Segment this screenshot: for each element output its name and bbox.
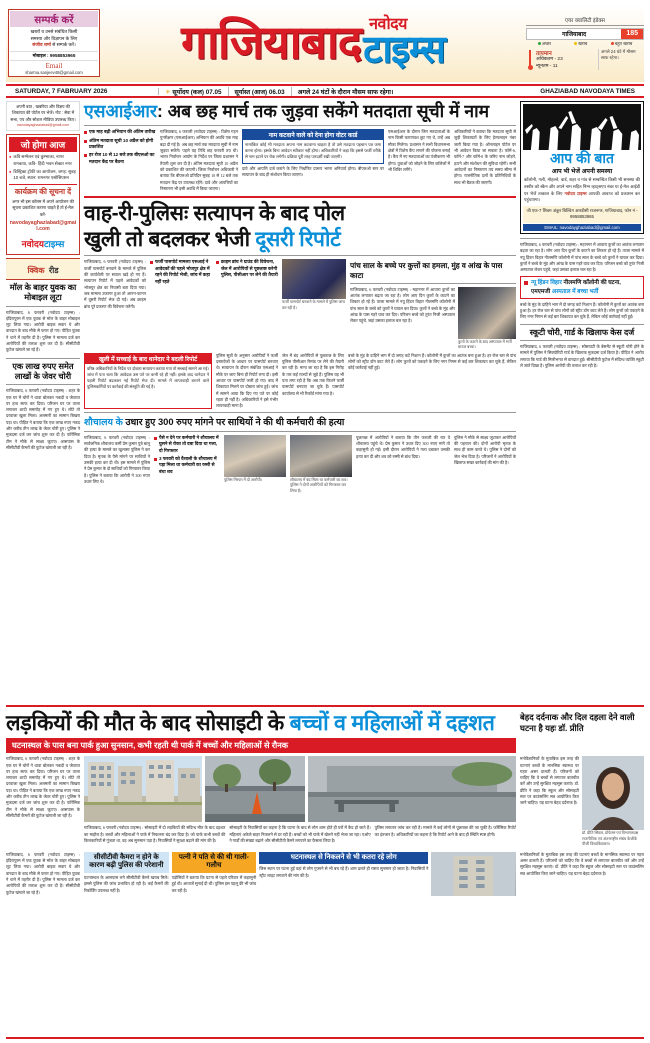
date-bar xyxy=(6,84,644,98)
top-story-headline-b: : अब छह मार्च तक जुड़वा सकेंगे मतदाता सूची में नाम xyxy=(157,101,490,121)
top-story-bullet: अंतिम मतदाता सूची 10 अप्रैल को होगी प्रकाशित xyxy=(84,138,156,151)
sidebar-story-1-headline: मॉल के बाहर युवक का मोबाइल लूटा xyxy=(9,283,77,303)
sidebar-ad-l2: की शिकायत की पोर्टल पर भेजें। xyxy=(11,104,70,116)
aapki-baat-title: आप की बात xyxy=(549,150,615,166)
tower-photo xyxy=(431,852,516,896)
right-column xyxy=(520,101,644,494)
sidebar-brand-a: नवोदय xyxy=(21,239,45,250)
bottom-card xyxy=(84,852,169,894)
contact-mobile xyxy=(10,51,98,61)
bottom-cards xyxy=(84,852,516,896)
aqi-legend-verypoor: बहुत खराब xyxy=(611,41,633,47)
aapki-baat-email: EMAIL: navodayghaziabad@gmail.com xyxy=(523,224,641,231)
sidebar-story-2-headline: एक लाख रुपए समेत लाखों के जेवर चोरी xyxy=(12,361,74,381)
bottom-story-content xyxy=(6,756,644,847)
dog-attack-photo-caption: कुत्तों के काटने के बाद अस्पताल में भर्ती घायल बच्चा। xyxy=(458,339,512,350)
mega-body-col2: पुलिस सूत्रों के अनुसार आरोपियों ने फर्जी दस्तावेजों के आधार पर पासपोर्ट बनवाए थे। सत्यापन के दौरान संबंधित एसआई ने मौके पर जाए बिना ही रिपोर्ट लगा दी। इसी आधार पर पासपोर्ट जारी हो गए। बाद में शिकायत मिलने पर दोबारा जांच हुई। जांच में सामने आया कि दिए गए पते पर कोई रहता ही नहीं है। अधिकारियों ने इसे गंभीर लापरवाही माना है। xyxy=(216,352,278,409)
mega-body-col1: गाजियाबाद, 6 फरवरी (नवोदय टाइम्स) : फर्जी पासपोर्ट बनवाने के मामले में पुलिस की कार्यशैली पर सवाल खड़े हो गए हैं। सत्यापन रिपोर्ट में पहले आवेदकों को भोजपुर क्षेत्र का निवासी बता दिया गया। जब मामला उजागर हुआ तो आनन-फानन में दूसरी रिपोर्ट भेज दी गई। अब क्राइम ब्रांच पूरे प्रकरण की विवेचना करेगी। xyxy=(84,259,146,309)
mega-story-content xyxy=(84,259,516,350)
murder-col-r2: पुलिस ने मौके से साक्ष्य जुटाकर आरोपियों की पहचान की। दोनों आरोपी मृतक के साथ ही काम करते थे। पुलिस ने दोनों को जेल भेज दिया है। परिजनों ने आरोपियों के खिलाफ सख्त कार्रवाई की मांग की है। xyxy=(454,434,516,465)
contact-box-text xyxy=(10,27,98,51)
today-event-1: ● डिस्ट्रिक्ट ट्रॉफी का आयोजन, जगह: सुबह 10 बजे, स्थान: रामनगर एसोसिएशन xyxy=(13,168,76,180)
top-story-headline xyxy=(84,101,516,123)
kwik-read-header xyxy=(6,258,80,280)
mega-bullet-2: क्राइम ब्रांच ने ग्राउंड की विवेचना, जेल में आरोपियों से पूछताछ करेगी पुलिस, पीसीआर पर लेने की तैयारी xyxy=(216,259,278,350)
mega-headline-line2: खुली तो बदलकर भेजी दूसरी रिपोर्ट xyxy=(84,227,341,251)
dog-callout-text xyxy=(524,279,640,295)
sunrise-info xyxy=(159,87,229,96)
dog-story-headline: पांच साल के बच्चे पर कुत्तों का हमला, मुंह व आंख के पास काटा xyxy=(350,261,503,281)
top-story-bullets xyxy=(84,129,156,192)
top-story-col3: एसआईआर के दौरान जिन मतदाताओं के नाम किसी कारणवश छूट गए थे, उन्हें अब मौका मिलेगा। प्रशासन ने सभी विधानसभा क्षेत्रों में विशेष कैंप लगाने की योजना बनाई है। कैंप में नए मतदाताओं का पंजीकरण भी होगा। युवाओं को जोड़ने के लिए कॉलेजों में भी शिविर लगेंगे। xyxy=(388,129,450,172)
murder-bullets xyxy=(154,435,220,494)
contact-line-2: समस्या और विज्ञापन के लिए xyxy=(30,35,78,41)
aqi-legend-poor: खराब xyxy=(574,41,587,47)
park-bench-photo xyxy=(308,756,516,822)
contact-email-address: sharma.sanjeev48@gmail.com xyxy=(25,69,83,75)
dog-story-continued: बच्चे के मुंह के दाहिने भाग में दो जगह कटे निशान हैं। कॉलोनी में कुत्तों का आतंक बना हुआ है। हर रोज चार से पांच लोगों को स्ट्रीट डॉग काट लेते हैं। लोग कुत्तों को पकड़ने के लिए नगर निगम से कई बार शिकायत कर चुके हैं, लेकिन कोई कार्रवाई नहीं हुई। xyxy=(520,301,644,320)
aapki-body-pre: कॉलोनी, गली, मोहल्ले, वार्ड, शहर व गांव से सम्बन्धित किसी भी समस्या की तस्वीर को स्कैन और अपने नाम सहित निम्न व्हाट्सएप नंबर या ई-मेल आईडी पर भेजें तत्काल के लिए xyxy=(524,177,640,196)
murder-col-r1: पूछताछ में आरोपियों ने बताया कि तीन फरवरी की रात वे शौचालय पहुंचे थे। प्रेम कुमार ने उधार दिए 300 रुपए मांगे तो कहासुनी हो गई। इसी दौरान आरोपियों ने गला दबाकर उसकी हत्या कर दी और शव को रस्सी से बांध दिया। xyxy=(356,434,450,459)
arrested-photo-caption: पुलिस गिरफ्त में दो आरोपी। xyxy=(224,477,263,482)
sun-icon: ☀ xyxy=(165,88,171,96)
aapki-body-post: आपकी आवाज को प्रकाशन कर पहुंचाएगा। xyxy=(524,190,641,203)
temperature-label: तापमान xyxy=(536,51,552,58)
today-event-0: ● कवि सम्मेलन एवं कुम्भाका, नागर रामकथा, कवि- हिंदी भवन सेक्टर नगर xyxy=(13,154,72,166)
kwik-label-b: रीड xyxy=(48,266,59,276)
submit-event-mail: navodayaghaziabad@gmail.com xyxy=(9,220,77,233)
thermometer-icon xyxy=(526,49,534,70)
voter-card-box-head: नाम कटवाने वाले को देना होगा वोटर कार्ड xyxy=(243,130,383,140)
dog-callout-l2: नीलमणि कॉलोनी की xyxy=(563,280,607,287)
kwik-label-a: क्विक xyxy=(27,266,45,276)
aqi-legend-good: अच्छा xyxy=(538,41,551,47)
temperature-values xyxy=(536,49,596,70)
bottom-card-photo-block xyxy=(431,852,516,896)
submit-event-note: अगर भी इस कॉलम में अपने आयोजन की सूचना प्रकाशित कराना चाहते हैं तो ई-मेल करें- xyxy=(12,199,74,217)
sunset-info xyxy=(229,87,292,96)
submit-event-title: कार्यक्रम की सूचना दें xyxy=(9,184,77,197)
bottom-body-col3: पुलिस लगातार जांच कर रही है। मामले में कई लोगों से पूछताछ की जा चुकी है। फॉरेंसिक रिपोर्ट का इंतजार है। अधिकारियों का कहना है कि रिपोर्ट आने के बाद ही स्थिति स्पष्ट होगी। xyxy=(374,825,516,837)
bottom-card-2-body: जिस स्थान पर घटना हुई वहां से लोग गुजरने से भी बच रहे हैं। शाम ढलते ही रास्ता सुनसान हो जाता है। निवासियों ने स्ट्रीट लाइट लगवाने की मांग की है। xyxy=(259,866,429,878)
contact-box xyxy=(8,9,100,77)
sidebar-brand xyxy=(9,234,77,252)
bottom-card-0-body: घटनास्थल के आसपास लगे सीसीटीवी कैमरे खराब मिले। इससे पुलिस की जांच प्रभावित हो रही है। कई कैमरों की रिकॉर्डिंग उपलब्ध नहीं है। xyxy=(84,875,169,893)
expert-body: मनोवैज्ञानिकों के मुताबिक इस तरह की घटनाएं बच्चों के मानसिक स्वास्थ्य पर गहरा असर डालती हैं। परिजनों को चाहिए कि वे बच्चों से लगातार बातचीत करें और उन्हें सुरक्षित महसूस कराएं। डॉ. प्रीति ने कहा कि स्कूल और सोसाइटी स्तर पर काउंसलिंग सत्र आयोजित किए जाने चाहिए। यह घटना बेहद दर्दनाक है। xyxy=(520,756,579,806)
aqi-value: 185 xyxy=(621,29,643,39)
sidebar-ad-l1: अपनी बात , खबरिया और विज्ञप xyxy=(16,104,65,109)
mega-right-col xyxy=(350,259,516,350)
report-changed-box-head: खुली में सच्चाई के बाद थानेदार ने बदली रिपोर्ट xyxy=(85,354,211,364)
sidebar-ad-mail: navodayaghaziabad@gmail.com xyxy=(16,122,70,127)
expert-opinion-block xyxy=(520,756,644,847)
report-changed-box-body: वरिष्ठ अधिकारियों के निर्देश पर दोबारा सत्यापन कराया गया तो सच्चाई सामने आ गई। जांच में पता चला कि आवेदक उस पते पर कभी रहे ही नहीं। इसके बाद थानेदार ने पहली रिपोर्ट बदलकर नई रिपोर्ट भेज दी। मामले में लापरवाही बरतने वाले पुलिसकर्मियों पर कार्रवाई की संस्तुति की गई है। xyxy=(87,365,209,390)
masthead-logo xyxy=(100,16,526,71)
aqi-city: गाजियाबाद xyxy=(562,32,587,39)
expert-portrait-caption: डॉ. प्रीति सिंघल, प्रोफेसर एवं विभागाध्यक्ष राजनीतिक एवं अंतरराष्ट्रीय संबंध केजीके पीजी विश्वविद्यालय। xyxy=(582,831,639,847)
mega-body-col3: जेल में बंद आरोपियों से पूछताछ के लिए पुलिस पीसीआर रिमांड पर लेने की तैयारी कर रही है। माना जा रहा है कि इस गिरोह के तार कई राज्यों से जुड़े हैं। पुलिस यह भी पता लगा रही है कि अब तक कितने फर्जी पासपोर्ट बनवाए जा चुके हैं। पासपोर्ट कार्यालय से भी रिकॉर्ड मांगा गया है। xyxy=(282,352,344,396)
park-illustration xyxy=(205,756,305,822)
bottom-story-headline xyxy=(6,710,516,736)
sidebar-ad-l3: नोट : सेवा में सभा, एप और सोशल xyxy=(10,110,75,122)
expert-opinion-headline: बेहद दर्दनाक और दिल दहला देने वाली घटना है यहः डॉ. प्रीति xyxy=(520,712,635,733)
murder-bullet-1: 3 फरवरी को वैशाली के शौचालय में पड़ा मिला था कर्मचारी का रस्सी से बंधा शव xyxy=(159,455,217,474)
top-story-bullet: एक माह बढ़ी अभियान की अंतिम तारीख xyxy=(84,129,156,135)
right-col-filler-1: गाजियाबाद, 6 फरवरी (नवोदय टाइम्स) : महानगर में आवारा कुत्तों का आतंक लगातार बढ़ता जा रहा है। लोग आए दिन कुत्तों के काटने का शिकार हो रहे हैं। ताजा मामले में नयू हिंडन विहार नीलमणि कॉलोनी में पांच साल के बच्चे को कुत्तों ने घायल कर दिया। कुत्तों ने बच्चे के मुंह और आंख के पास गहरे घाव कर दिए। परिजन बच्चे को तुरंत निजी अस्पताल लेकर पहुंचे, जहां उसका इलाज चल रहा है। xyxy=(520,241,644,273)
top-story-body: गाजियाबाद, 6 फरवरी (नवोदय टाइम्स) : विशेष गहन पुनरीक्षण (एसआईआर) अभियान की अवधि एक माह बढ़ा दी गई है। अब छह मार्च तक मतदाता सूची में नाम जुड़वा सकेंगे। पहले यह तिथि छह फरवरी तय थी। भारत निर्वाचन आयोग के निर्देश पर जिला प्रशासन ने तैयारी शुरू कर दी है। अंतिम मतदाता सूची 10 अप्रैल को प्रकाशित की जाएगी। जिला निर्वाचन अधिकारी ने बताया कि बीएलओ प्रतिदिन सुबह 10 से 12 बजे तक मतदान केंद्र पर उपलब्ध रहेंगे। दावे और आपत्तियों का निस्तारण भी इसी अवधि में किया जाएगा। xyxy=(160,129,238,191)
murder-story-content xyxy=(84,435,516,494)
mega-story-lower xyxy=(84,353,516,410)
sidebar-brand-b: टाइम्स xyxy=(44,239,65,250)
passport-photo xyxy=(282,259,346,299)
tower-illustration xyxy=(431,852,516,896)
aapki-body-brand: नवोदय टाइम्स xyxy=(564,190,587,196)
mega-bullet-1: फर्जी पासपोर्ट मामलाः एसआई ने आवेदकों की पहले भोजपुर क्षेत्र में रहने की रिपोर्ट भेजी, जांच में कहा नहीं रहते xyxy=(150,259,212,350)
scooter-theft-body: गाजियाबाद, 6 फरवरी (नवोदय टाइम्स) : सोसायटी के बेसमेंट से स्कूटी चोरी होने के मामले में पुलिस ने सिक्योरिटी गार्ड के खिलाफ मुकदमा दर्ज किया है। पीड़ित ने आरोप लगाया कि गार्ड की मिलीभगत से वारदात हुई। सीसीटीवी फुटेज में संदिग्ध व्यक्ति स्कूटी ले जाते दिखा है। पुलिस आरोपी की तलाश कर रही है। xyxy=(520,344,644,368)
report-changed-box xyxy=(84,353,212,410)
bottom-cards-row xyxy=(6,852,644,896)
bottom-story xyxy=(6,705,644,896)
weather-widget xyxy=(526,16,644,70)
today-events-title: जो होगा आज xyxy=(9,137,77,152)
arrested-photo xyxy=(224,435,286,477)
voter-card-box xyxy=(242,129,384,163)
left-sidebar xyxy=(6,101,80,494)
bottom-body-col2: सोसाइटी के निवासियों का कहना है कि घटना के बाद से लोग शाम होते ही घरों में कैद हो जाते हैं। महिलाएं अकेले बाहर निकलने से डर रही हैं। बच्चों को भी पार्क में खेलने नहीं भेजा जा रहा। एओए ने गार्डों की संख्या बढ़ाने और सीसीटीवी कैमरे लगवाने का फैसला लिया है। xyxy=(229,825,371,843)
top-story xyxy=(84,101,516,192)
top-story-headline-a: एसआईआर xyxy=(84,101,158,121)
sidebar-story-1-body: गाजियाबाद, 6 फरवरी (नवोदय टाइम्स) : इंदिरापुरम में एक युवक से मॉल के बाहर मोबाइल लूट लिया गया। आरोपी बाइक सवार थे और वारदात के बाद मौके से फरार हो गए। पीड़ित युवक ने थाने में तहरीर दी है। पुलिस ने मामला दर्ज कर आरोपियों की तलाश शुरू कर दी है। सीसीटीवी फुटेज खंगाले जा रहे हैं। xyxy=(6,309,80,353)
dog-story-body2: बच्चे के मुंह के दाहिने भाग में दो जगह कटे निशान हैं। कॉलोनी में कुत्तों का आतंक बना हुआ है। हर रोज चार से पांच लोगों को स्ट्रीट डॉग काट लेते हैं। लोग कुत्तों को पकड़ने के लिए नगर निगम से कई बार शिकायत कर चुके हैं, लेकिन कोई कार्रवाई नहीं हुई। xyxy=(348,352,516,371)
masthead-title-times: टाइम्स xyxy=(363,28,445,71)
scooter-theft-headline: स्कूटी चोरी, गार्ड के खिलाफ केस दर्ज xyxy=(529,327,635,337)
expert-portrait xyxy=(582,756,644,830)
murder-bullet-0: पैसे न देने पर कर्मचारी ने शौचालय में घुसने से रोका तो दबा दिया था गला, दो गिरफ्तार xyxy=(159,434,219,453)
sidebar-ad xyxy=(6,101,80,131)
bottom-card-1-body: पड़ोसियों ने बताया कि घटना से पहले परिवार में कहासुनी हुई थी। आवाजें सुनाई दी थीं। पुलिस इस पहलू की भी जांच कर रही है। xyxy=(171,875,257,893)
publication-date: SATURDAY, 7 FABRUARY 2026 xyxy=(9,88,159,95)
bottom-headline-b: बच्चों व महिलाओं में दहशत xyxy=(289,711,495,735)
bottom-card xyxy=(259,852,428,879)
main-column xyxy=(84,101,516,494)
aapki-baat-body xyxy=(523,177,641,204)
sunrise-label: सूर्योदय (कल) xyxy=(172,88,204,96)
mega-photo-block xyxy=(282,259,346,350)
building-illustration xyxy=(84,756,202,822)
top-story-bullet: हर रोज 10 से 12 बजे तक बीएलओ का मतदान केंद्र पर बैठना xyxy=(84,152,156,165)
murder-photo-1-block xyxy=(224,435,286,494)
page-bottom-rule xyxy=(6,1037,644,1039)
society-building-photo xyxy=(84,756,202,822)
murder-body: गाजियाबाद, 6 फरवरी (नवोदय टाइम्स) : सार्वजनिक शौचालय कर्मी प्रेम कुमार पुत्रे बालू की हत्या के मामले का खुलासा पुलिस ने कर दिया है। मृतक के पैसे मांगने पर साथियों ने उसकी हत्या कर दी थी। इस मामले में पुलिस ने प्रेम कुमार के दो साथियों को गिरफ्तार किया है। पुलिस ने बताया कि आरोपी ने 300 रुपए उधार लिए थे। xyxy=(84,434,150,484)
bottom-cards-right-filler: मनोवैज्ञानिकों के मुताबिक इस तरह की घटनाएं बच्चों के मानसिक स्वास्थ्य पर गहरा असर डालती हैं। परिजनों को चाहिए कि वे बच्चों से लगातार बातचीत करें और उन्हें सुरक्षित महसूस कराएं। डॉ. प्रीति ने कहा कि स्कूल और सोसाइटी स्तर पर काउंसलिंग सत्र आयोजित किए जाने चाहिए। यह घटना बेहद दर्दनाक है। xyxy=(520,851,644,876)
temperature-min: न्यूनतम - 11 xyxy=(536,63,558,69)
crowd-icon xyxy=(523,104,641,150)
dog-story-callout xyxy=(520,276,644,298)
sunset-label: सूर्यास्त (आज) xyxy=(234,88,268,96)
masthead xyxy=(6,4,644,82)
murder-photo-2-block xyxy=(290,435,352,494)
sidebar-story-2-body: गाजियाबाद, 6 फरवरी (नवोदय टाइम्स) : शहर के एक घर में चोरों ने धावा बोलकर नकदी व जेवरात पर हाथ साफ कर दिया। परिजन घर पर ताला लगाकर शादी समारोह में गए हुए थे। लौटे तो दरवाजा खुला मिला। अलमारी का सामान बिखरा पड़ा था। पीड़ित ने बताया कि एक लाख रुपए नकद और करीब तीन लाख के जेवर चोरी हुए। पुलिस ने मुकदमा दर्ज कर जांच शुरू कर दी है। फोरेंसिक टीम ने मौके से साक्ष्य जुटाए। आसपास के सीसीटीवी कैमरों की फुटेज खंगाली जा रही है। xyxy=(6,388,80,451)
contact-email-label: Email xyxy=(45,61,63,70)
bottom-card-1-head: पत्नी ने पति से की थी गाली-गलौच xyxy=(172,852,257,874)
bottom-body-col1: गाजियाबाद, 6 फरवरी (नवोदय टाइम्स) : सोसाइटी में दो लड़कियों की संदिग्ध मौत के बाद दहशत का माहौल है। बच्चों और महिलाओं ने पार्क में निकलना बंद कर दिया है। जो पार्क कभी बच्चों की किलकारियों से गूंजता था, वह अब सुनसान पड़ा है। निवासियों ने सुरक्षा बढ़ाने की मांग की है। xyxy=(84,825,226,843)
today-events-box xyxy=(6,134,80,255)
murder-story-headline xyxy=(84,416,516,428)
portrait-illustration xyxy=(582,756,644,830)
toilet-scene-caption: शौचालय में बंद मिला था कर्मचारी का शव। पुलिस ने दोनों आरोपियों को गिरफ्तार कर लिया है। xyxy=(290,477,348,493)
today-event-item xyxy=(9,169,77,181)
passport-photo-caption: फर्जी पासपोर्ट बनवाने के मामले में पुलिस जांच कर रही है। xyxy=(282,300,345,310)
aapki-baat-subtitle: आप भी भेजें अपनी समस्या xyxy=(551,168,613,176)
murder-headline-a: शौचालय के xyxy=(84,416,123,428)
contact-box-title: सम्पर्क करें xyxy=(10,11,98,27)
contact-line-3: से सम्पर्क करें। xyxy=(52,42,76,48)
aapki-baat-address: जी एफ-7 शिवम अंकुर बिल्डिंग आरडीसी राजनगर, गाजियाबाद, फोन नं - 9958853965 xyxy=(523,206,641,223)
contact-mobile-label: मोबाइल : xyxy=(32,52,49,58)
bottom-card xyxy=(172,852,257,894)
bottom-story-band: घटनास्थल के पास बना पार्क हुआ सुनसान, कभी रहती थी पार्क में बच्चों और महिलाओं से रौनक xyxy=(6,738,516,753)
sidebar-ad-l4: मीडिया उपलब्ध किए। xyxy=(43,116,76,122)
bottom-headline-a: लड़कियों की मौत के बाद सोसाइटी के xyxy=(6,711,290,735)
temperature-max: अधिकतम - 23 xyxy=(536,57,563,63)
contact-line-1: खबरों व उनसे संबंधित किसी xyxy=(30,29,78,35)
aapki-baat-ad xyxy=(520,101,644,234)
dog-story-body: गाजियाबाद, 6 फरवरी (नवोदय टाइम्स) : महानगर में आवारा कुत्तों का आतंक लगातार बढ़ता जा रहा है। लोग आए दिन कुत्तों के काटने का शिकार हो रहे हैं। ताजा मामले में नयू हिंडन विहार नीलमणि कॉलोनी में पांच साल के बच्चे को कुत्तों ने घायल कर दिया। कुत्तों ने बच्चे के मुंह और आंख के पास गहरे घाव कर दिए। परिजन बच्चे को तुरंत निजी अस्पताल लेकर पहुंचे, जहां उसका इलाज चल रहा है। xyxy=(350,286,455,324)
contact-person: संजीव शर्मा xyxy=(32,42,51,48)
masthead-title-navodaya: नवोदय xyxy=(369,16,407,34)
bottom-card-2-head: घटनास्थल से निकलने से भी कतरा रहे लोग xyxy=(259,852,428,865)
top-story-col4: अधिकारियों ने बताया कि मतदाता सूची से जुड़ी शिकायतों के लिए हेल्पलाइन नंबर जारी किया गया है। ऑनलाइन पोर्टल पर भी आवेदन किया जा सकता है। फॉर्म-6, फॉर्म-7 और फॉर्म-8 के जरिए नाम जोड़ने, हटाने और संशोधन की सुविधा रहेगी। सभी आवेदनों का निस्तारण तय समय सीमा में होगा। राजनीतिक दलों के प्रतिनिधियों के साथ भी बैठक की जाएगी। xyxy=(454,129,516,185)
park-photo xyxy=(205,756,305,822)
masthead-title-main: गाजियाबाद xyxy=(181,16,362,69)
bottom-left-filler: गाजियाबाद, 6 फरवरी (नवोदय टाइम्स) : शहर के एक घर में चोरों ने धावा बोलकर नकदी व जेवरात पर हाथ साफ कर दिया। परिजन घर पर ताला लगाकर शादी समारोह में गए हुए थे। लौटे तो दरवाजा खुला मिला। अलमारी का सामान बिखरा पड़ा था। पीड़ित ने बताया कि एक लाख रुपए नकद और करीब तीन लाख के जेवर चोरी हुए। पुलिस ने मुकदमा दर्ज कर जांच शुरू कर दी है। फोरेंसिक टीम ने मौके से साक्ष्य जुटाए। आसपास के सीसीटीवी कैमरों की फुटेज खंगाली जा रही है। xyxy=(6,756,80,819)
voter-card-box-body2: दावे और आपत्ति दर्ज कराने के लिए निर्धारित प्रारूप भरना अनिवार्य होगा। बीएलओ स्तर पर सत्यापन के बाद ही संशोधन किया जाएगा। xyxy=(242,165,384,177)
sunrise-time: 07.05 xyxy=(205,88,222,96)
today-event-item xyxy=(9,154,77,166)
bench-illustration xyxy=(308,756,516,822)
toilet-scene-photo xyxy=(290,435,352,477)
dog-attack-photo xyxy=(458,287,516,339)
aqi-title: एयर क्वालिटी इंडेक्स xyxy=(526,16,644,26)
crowd-silhouette-image xyxy=(523,104,641,150)
bottom-cards-left-filler: गाजियाबाद, 6 फरवरी (नवोदय टाइम्स) : इंदिरापुरम में एक युवक से मॉल के बाहर मोबाइल लूट लिया गया। आरोपी बाइक सवार थे और वारदात के बाद मौके से फरार हो गए। पीड़ित युवक ने थाने में तहरीर दी है। पुलिस ने मामला दर्ज कर आरोपियों की तलाश शुरू कर दी है। सीसीटीवी फुटेज खंगाले जा रहे हैं। xyxy=(6,851,80,895)
dog-callout-l4: अस्पताल में बच्चा भर्ती xyxy=(551,288,599,295)
dog-callout-l1: न्यू हिंडन विहार xyxy=(531,280,562,287)
edition-name: GHAZIABAD NAVODAYA TIMES xyxy=(540,87,635,95)
mega-story-headline xyxy=(84,201,516,252)
contact-mobile-number: 9958853965 xyxy=(49,52,76,58)
page-content xyxy=(6,101,644,494)
sunset-time: 06.03 xyxy=(268,88,285,96)
bottom-photo-row xyxy=(84,756,516,822)
murder-headline-b: उधार हुए 300 रुपए मांगने पर साथियों ने की थी कर्मचारी की हत्या xyxy=(122,416,345,428)
aqi-row xyxy=(526,28,644,40)
bottom-card-0-head: सीसीटीवी कैमरा न होने के कारण बढ़ी पुलिस की परेशानी xyxy=(84,852,169,874)
temperature-box xyxy=(526,49,644,70)
voter-card-box-body: नामांकित कोई भी मतदाता अपना नाम कटवाना चाहता है तो उसे मतदाता पहचान पत्र जमा करना होगा। इसके बिना आवेदन स्वीकार नहीं होगा। अधिकारियों ने कहा कि इससे फर्जी तरीके से नाम हटाने पर रोक लगेगी। प्रक्रिया पूरी तरह पारदर्शी रखी जाएगी। xyxy=(245,142,381,160)
mega-headline-line1: वाह-री-पुलिसः सत्यापन के बाद पोल xyxy=(84,202,345,226)
temperature-note: अगले 24 घंटे में मौसम साफ रहेगा। xyxy=(598,49,644,70)
weather-forecast-note: अगले 24 घंटों के दौरान मौसम साफ रहेगा। xyxy=(297,88,394,96)
aqi-legend xyxy=(526,41,644,47)
dog-callout-l3: घटना, एमएमजी xyxy=(531,280,621,295)
